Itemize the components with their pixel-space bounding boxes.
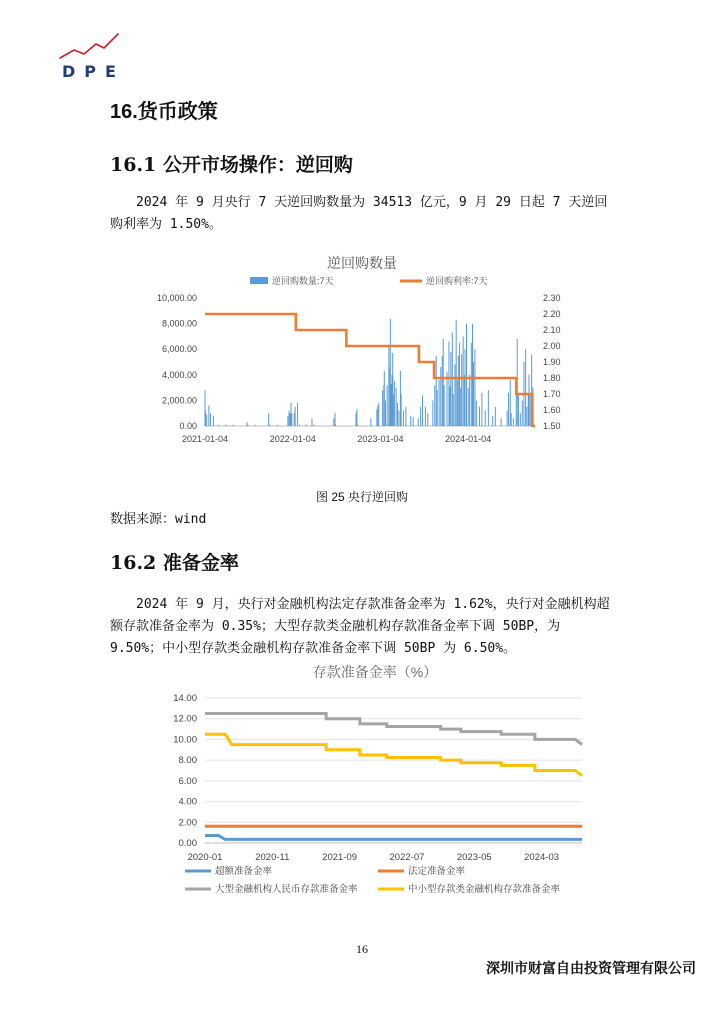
chart1-bar [461,354,462,426]
chart1-bar [459,343,460,426]
chart1-bar [205,411,206,426]
chart2-x-tick: 2023-05 [456,852,492,863]
chart1-bar [495,407,496,426]
chart1-bar [413,417,414,426]
chart1-bar [479,407,480,426]
chart2-legend-label: 大型金融机构人民币存款准备金率 [215,884,358,895]
chart1-bar [518,394,519,426]
chart1-bar [520,413,521,426]
chart1-bar [422,395,423,426]
chart1-bar [472,324,473,426]
chart1-bar [511,413,512,426]
reverse-repo-chart [150,248,590,458]
chart1-bar [377,406,378,426]
chart1-bar [210,413,211,426]
chart1-x-tick: 2021-01-04 [181,434,229,444]
chart1-x-tick: 2022-01-04 [269,434,316,444]
chart1-bar [213,416,214,426]
chart1-bar [405,407,406,426]
subsection-title-reserve-ratio: 16.2 准备金率 [110,552,239,574]
chart1-bar [466,324,467,426]
chart1-bar [206,414,207,426]
chart1-bar [335,425,336,426]
chart1-y-right-tick: 1.70 [543,389,561,399]
chart2-y-tick: 6.00 [178,775,197,787]
chart1-bar [269,425,270,426]
chart1-bar [306,425,307,426]
chart1-bar [463,336,464,426]
chart1-legend-bar-label: 逆回购数量:7天 [272,276,334,286]
paragraph-reverse-repo [110,192,620,236]
chart1-bar [448,342,449,426]
chart1-bar [488,390,489,426]
chart1-bar [528,375,529,426]
chart1-bar [208,406,209,426]
chart1-bar [376,409,377,426]
chart1-x-tick: 2024-01-04 [445,434,492,444]
chart1-bar [420,407,421,426]
page-number: 16 [356,942,368,956]
chart1-bar [311,418,312,426]
chart1-bar [471,343,472,426]
chart1-bar [291,413,292,426]
chart1-bar [447,372,448,426]
chart1-bar [299,425,300,426]
chart1-legend-line-label: 逆回购利率:7天 [426,276,488,286]
chart1-bar [356,409,357,426]
chart1-bar [468,388,469,426]
chart2-x-tick: 2022-07 [389,852,425,863]
chart1-bar [443,339,444,426]
chart1-bar [295,407,296,426]
chart1-bar [297,403,298,426]
chart1-bar [418,418,419,426]
reserve-ratio-chart [150,655,600,903]
logo-trend-line [60,34,118,58]
chart1-bar [333,418,334,426]
figure-caption: 图 25 央行逆回购 [315,490,409,504]
subsection-title-reverse-repo: 16.1 公开市场操作：逆回购 [110,154,353,176]
chart1-y-left-tick: 8,000.00 [161,318,197,329]
chart1-bar [268,413,269,426]
chart1-bar [454,365,455,426]
chart1-bar [526,407,527,426]
chart1-bar [398,411,399,426]
chart1-bar [287,416,288,426]
chart1-bar [525,349,526,426]
chart1-y-right-tick: 1.50 [543,421,561,431]
chart1-bar [290,413,291,426]
chart1-bar [442,356,443,426]
chart1-bar [427,413,428,426]
chart1-bar [355,413,356,426]
company-name: 深圳市财富自由投资管理有限公司 [486,962,696,977]
chart1-bar [313,425,314,426]
chart1-bar [289,411,290,426]
chart2-y-tick: 0.00 [178,838,197,849]
chart1-rate-line [205,314,535,426]
chart1-bar [396,388,397,426]
chart1-x-tick: 2023-01-04 [357,434,404,444]
chart1-bar [476,400,477,426]
chart2-legend-label: 超额准备金率 [215,866,273,877]
chart1-bar [385,400,386,426]
chart1-bar [473,362,474,426]
chart2-y-tick: 10.00 [173,734,197,746]
chart1-y-right-tick: 2.20 [543,309,561,319]
chart1-bar [522,400,523,426]
chart2-legend-label: 法定准备金率 [408,866,466,877]
chart1-y-right-tick: 1.80 [543,373,561,383]
chart1-bar [510,380,511,426]
paragraph-text: 2024 年 9 月央行 7 天逆回购数量为 34513 亿元，9 月 29 日起 7 天逆回购利率为 1.50%。 [110,195,608,232]
chart1-bar [449,386,450,426]
chart1-bar [401,394,402,426]
paragraph-reserve-ratio [110,594,620,660]
chart1-bar [233,425,234,426]
chart1-bar [513,418,514,426]
data-source: 数据来源：wind [110,512,207,527]
chart1-bar [456,320,457,426]
chart2-series-line [205,734,582,775]
chart1-legend-bar-swatch [250,277,268,284]
chart1-bar [378,403,379,426]
chart1-y-right-tick: 2.10 [543,325,561,335]
chart1-bar [460,388,461,426]
chart1-bar [485,411,486,426]
chart1-bar [382,390,383,426]
chart2-y-tick: 12.00 [173,713,197,725]
chart1-y-left-tick: 0.00 [179,421,197,431]
chart1-y-left-tick: 4,000.00 [161,369,197,380]
chart1-bar [432,400,433,426]
chart1-bar [397,403,398,426]
chart1-bar [457,380,458,426]
chart1-bar [436,356,437,426]
chart1-bar [492,416,493,426]
chart2-legend-label: 中小型存款类金融机构存款准备金率 [408,884,561,895]
chart1-bar [434,385,435,426]
chart1-bar [410,416,411,426]
chart1-bar [392,353,393,426]
section-title: 16.货币政策 [110,101,218,123]
chart1-bar [384,371,385,426]
chart2-x-tick: 2020-11 [255,852,290,863]
chart1-bar [394,381,395,426]
chart1-bar [389,367,390,426]
chart1-bar [439,380,440,426]
chart2-y-tick: 14.00 [173,693,197,704]
chart1-bar [247,425,248,426]
chart1-bar [294,413,295,426]
chart1-bar [255,425,256,426]
chart1-y-left-tick: 2,000.00 [161,395,197,406]
chart1-bar [387,385,388,426]
chart1-bar [516,393,517,426]
chart1-bar [508,393,509,426]
chart1-bar [469,375,470,426]
chart1-bar [501,418,502,426]
chart1-bar [425,407,426,426]
chart1-bar [391,384,392,426]
chart1-bar [507,411,508,426]
chart1-y-left-tick: 10,000.00 [156,293,197,303]
chart2-title: 存款准备金率（%） [312,664,438,680]
chart2-y-tick: 4.00 [178,796,197,808]
chart1-bar [465,349,466,426]
chart1-y-right-tick: 1.90 [543,357,561,367]
chart1-bar [357,425,358,426]
chart2-x-tick: 2020-01 [187,852,223,863]
chart1-bar [335,413,336,426]
chart1-bar [474,349,475,426]
chart1-bar [277,425,278,426]
chart1-bar [437,390,438,426]
chart2-series-line [205,836,582,840]
chart2-y-tick: 8.00 [178,755,197,767]
chart1-bar [530,394,531,426]
chart1-bar [370,418,371,426]
chart1-bar [440,367,441,426]
chart1-bar [481,393,482,426]
paragraph-text: 2024 年 9 月，央行对金融机构法定存款准备金率为 1.62%，央行对金融机构超额存款准备金率为 0.35%；大型存款类金融机构存款准备金率下调 50BP，为 9.50%；中小型存款类金融机构存款准备金率下调 50BP 为 6.50%。 [110,597,610,656]
chart2-x-tick: 2021-09 [322,852,358,863]
chart1-bar [458,356,459,426]
chart1-bar [225,425,226,426]
chart1-bar [218,425,219,426]
chart2-y-tick: 2.00 [178,817,197,829]
chart2-series-line [205,714,582,745]
chart1-y-right-tick: 1.60 [543,405,561,415]
chart1-title: 逆回购数量 [327,255,397,271]
chart1-bar [453,394,454,426]
chart1-bar [450,352,451,426]
chart2-x-tick: 2024-03 [524,852,560,863]
chart1-y-left-tick: 6,000.00 [161,344,197,355]
chart1-bar [444,385,445,426]
chart1-y-right-tick: 2.00 [543,341,561,351]
chart1-bar [403,411,404,426]
chart1-y-right-tick: 2.30 [543,293,561,303]
logo-text: DPE [62,62,125,81]
